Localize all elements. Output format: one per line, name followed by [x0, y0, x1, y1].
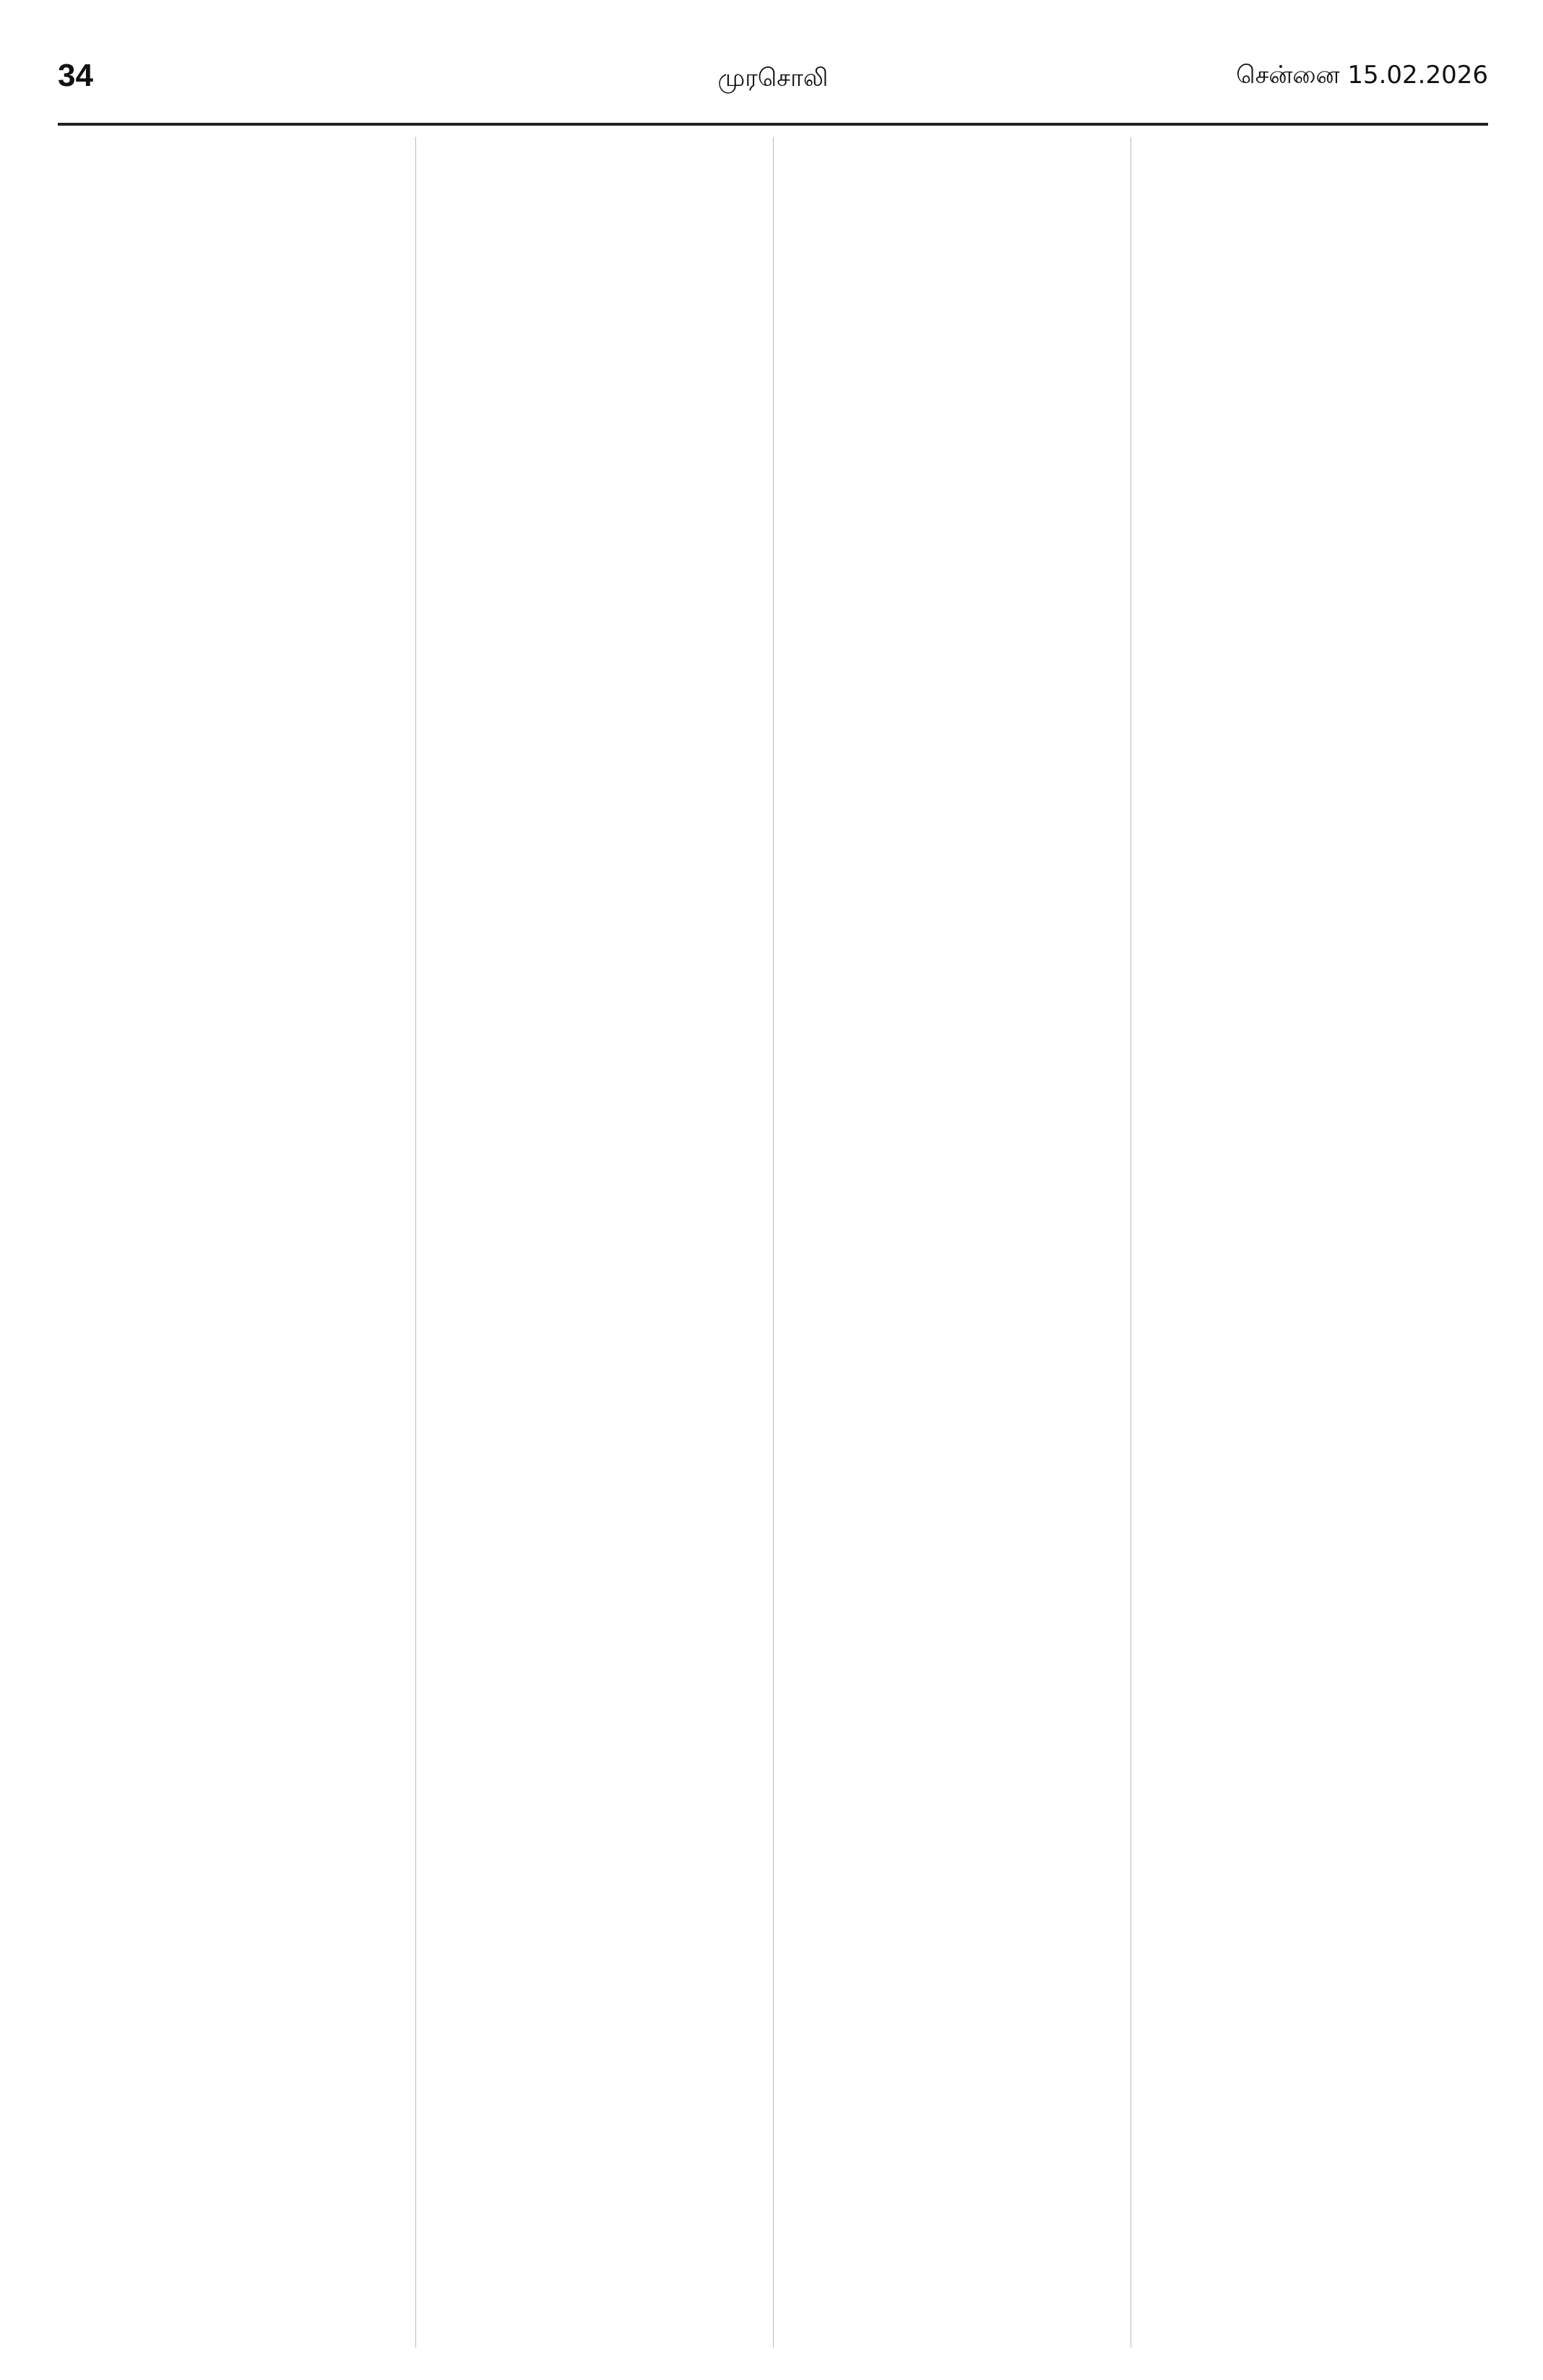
dateline: சென்னை 15.02.2026: [1236, 61, 1488, 90]
page-columns: [58, 137, 1488, 2347]
column-3: [773, 137, 1131, 2347]
newspaper-title: முரசொலி: [717, 64, 829, 92]
masthead: [58, 51, 1488, 105]
page-number: 34: [58, 58, 93, 93]
column-2: [415, 137, 774, 2347]
column-1: [58, 137, 415, 2347]
masthead-rule: [58, 123, 1488, 126]
column-4: [1131, 137, 1489, 2347]
